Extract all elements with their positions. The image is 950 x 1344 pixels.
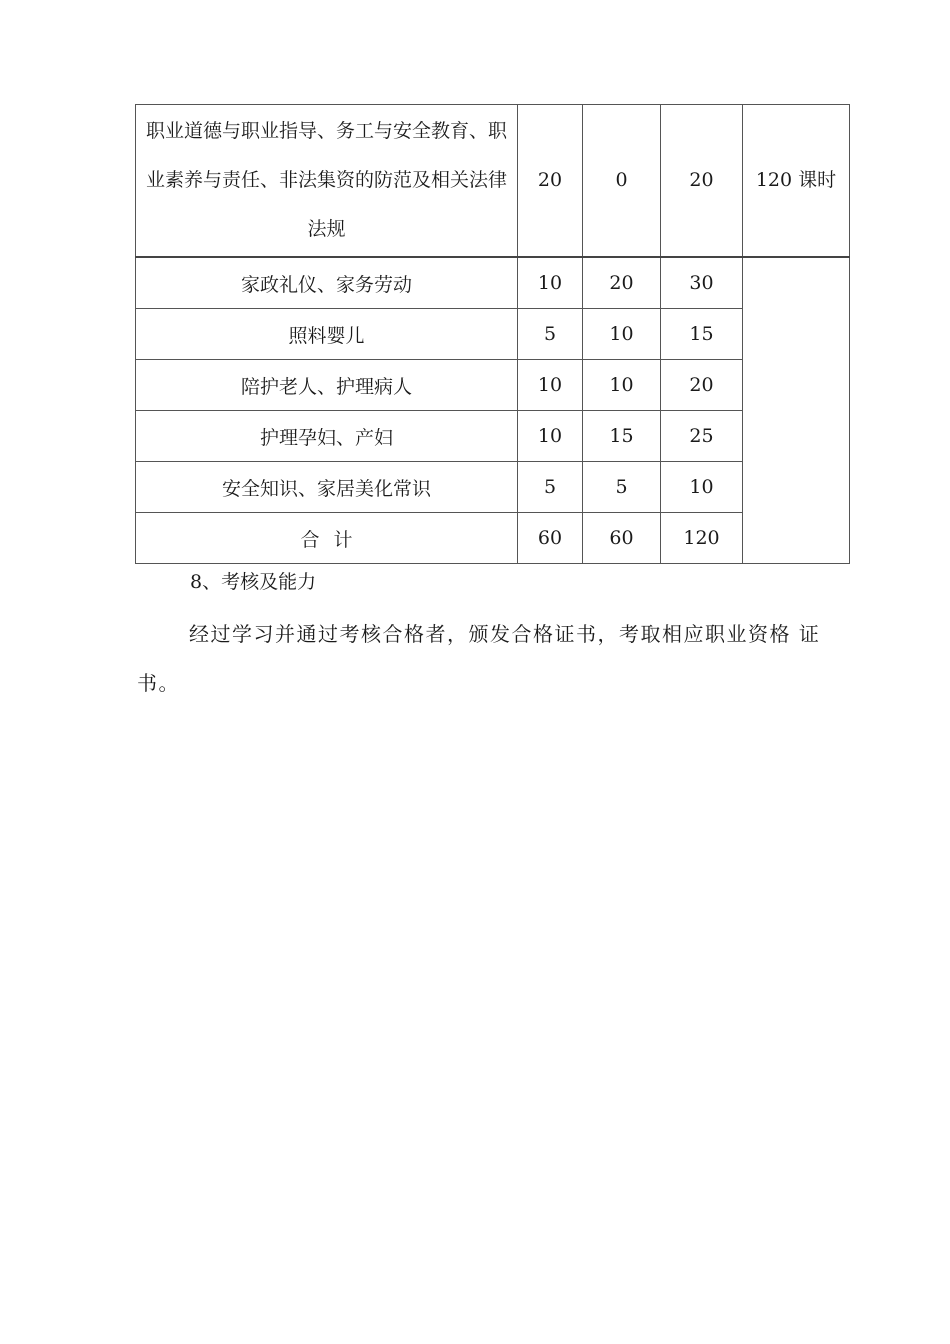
theory-total-cell: 60 <box>518 513 583 564</box>
theory-hours-cell: 10 <box>518 411 583 462</box>
table-row <box>136 309 850 360</box>
topic-cell: 照料婴儿 <box>136 309 518 360</box>
topic-cell: 职业道德与职业指导、务工与安全教育、职业素养与责任、非法集资的防范及相关法律法规 <box>136 105 518 258</box>
total-hours-cell: 30 <box>661 257 743 309</box>
practice-hours-cell: 15 <box>583 411 661 462</box>
table-row <box>136 105 850 258</box>
section-paragraph: 经过学习并通过考核合格者，颁发合格证书，考取相应职业资格 证书。 <box>137 622 821 695</box>
total-hours-cell: 15 <box>661 309 743 360</box>
total-hours-cell: 20 <box>661 360 743 411</box>
total-hours-cell: 10 <box>661 462 743 513</box>
practice-hours-cell: 10 <box>583 360 661 411</box>
topic-cell: 家政礼仪、家务劳动 <box>136 257 518 309</box>
total-hours-cell: 20 <box>661 105 743 258</box>
topic-cell: 护理孕妇、产妇 <box>136 411 518 462</box>
note-cell: 120 课时 <box>743 105 850 258</box>
total-row <box>136 513 850 564</box>
theory-hours-cell: 20 <box>518 105 583 258</box>
table-row <box>136 462 850 513</box>
total-label-cell <box>136 513 518 564</box>
theory-hours-cell: 5 <box>518 462 583 513</box>
merged-note-cell <box>743 257 850 564</box>
grand-total-cell: 120 <box>661 513 743 564</box>
theory-hours-cell: 5 <box>518 309 583 360</box>
practice-hours-cell: 20 <box>583 257 661 309</box>
table-row <box>136 411 850 462</box>
topic-cell: 陪护老人、护理病人 <box>136 360 518 411</box>
practice-hours-cell: 0 <box>583 105 661 258</box>
theory-hours-cell: 10 <box>518 257 583 309</box>
total-hours-cell: 25 <box>661 411 743 462</box>
practice-hours-cell: 10 <box>583 309 661 360</box>
theory-hours-cell: 10 <box>518 360 583 411</box>
topic-cell: 安全知识、家居美化常识 <box>136 462 518 513</box>
course-hours-table <box>135 104 850 564</box>
section-heading: 8、考核及能力 <box>190 571 317 593</box>
total-label: 合计 <box>300 528 367 551</box>
table-row <box>136 360 850 411</box>
practice-hours-cell: 5 <box>583 462 661 513</box>
practice-total-cell: 60 <box>583 513 661 564</box>
table-row <box>136 257 850 309</box>
